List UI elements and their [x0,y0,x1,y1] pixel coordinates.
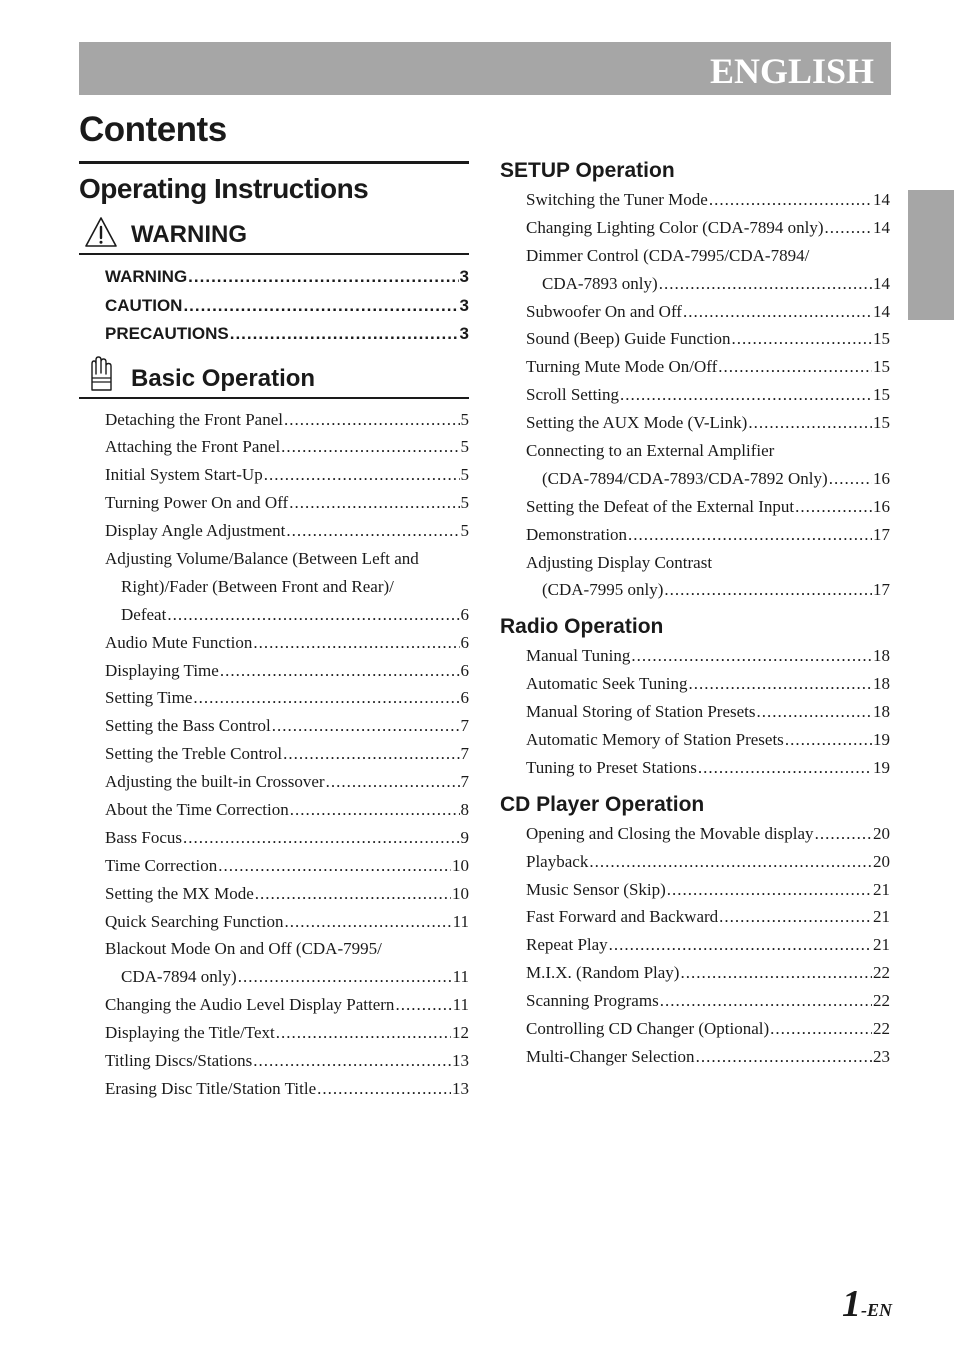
toc-entry-title: Sound (Beep) Guide Function [526,329,731,349]
toc-entry-title: CDA-7894 only) [121,967,237,987]
toc-page-number: 14 [873,301,890,321]
toc-entry-line [500,959,890,987]
section-heading: SETUP Operation [500,159,675,182]
toc-page-number: 7 [460,744,469,764]
dot-leader [317,1075,451,1103]
toc-entry-line [500,186,890,214]
toc-entry-line [79,601,469,629]
toc-entry-line [79,712,469,740]
dot-leader [281,433,459,461]
toc-entry-line [500,670,890,698]
toc-entry-line [500,214,890,242]
toc-page-number: 6 [460,660,469,680]
toc-page-number: 7 [460,772,469,792]
toc-entry-title: Adjusting the built-in Crossover [105,772,325,792]
toc-page-number: 23 [873,1046,890,1066]
toc-entry-title: Demonstration [526,524,628,544]
toc-entry-title: Automatic Seek Tuning [526,674,688,694]
toc-entry-line [79,433,469,461]
toc-entry-line [79,320,469,349]
toc-entry-line [500,521,890,549]
toc-entry-title: Multi-Changer Selection [526,1046,695,1066]
dot-leader [689,670,872,698]
toc-entry-title: Quick Searching Function [105,911,284,931]
section-heading: Radio Operation [500,615,664,639]
dot-leader [680,959,872,987]
toc-entry-title: Adjusting Volume/Balance (Between Left and [105,548,419,568]
toc-entry-title: Turning Power On and Off [105,493,289,513]
dot-leader [785,726,872,754]
dot-leader [238,963,452,991]
toc-entry-title: Setting the Treble Control [105,744,283,764]
toc-entry-line [500,242,890,270]
toc-page-number: 5 [460,465,469,485]
basic-operation-heading-label: Basic Operation [131,364,316,392]
dot-leader [719,903,872,931]
language-banner [79,42,891,95]
toc-page-number: 6 [460,688,469,708]
toc-page-number: 11 [452,911,469,931]
toc-page-number: 7 [460,716,469,736]
toc-entry-title: Connecting to an External Amplifier [526,441,775,461]
toc-page-number: 13 [452,1050,469,1070]
toc-entry-line [500,325,890,353]
dot-leader [255,880,451,908]
toc-page-number: 18 [873,674,890,694]
side-thumb-tab [908,190,954,320]
dot-leader [283,740,459,768]
dot-leader [286,517,459,545]
toc-entry-title: Time Correction [105,855,218,875]
toc-entry-title: Setting the AUX Mode (V-Link) [526,413,748,433]
section-toc-list [500,186,890,604]
toc-page-number: 6 [460,632,469,652]
dot-leader [698,754,872,782]
toc-page-number: 20 [873,823,890,843]
section-toc-list [500,820,890,1071]
page-title: Contents [79,110,227,149]
dot-leader [683,298,872,326]
toc-entry-line [500,298,890,326]
toc-entry-title: PRECAUTIONS [105,324,229,343]
toc-page-number: 14 [873,217,890,237]
toc-page-number: 10 [452,883,469,903]
left-column [79,161,469,1103]
dot-leader [284,406,460,434]
toc-entry-line [79,824,469,852]
dot-leader [188,263,458,292]
toc-entry-title: Erasing Disc Title/Station Title [105,1078,317,1098]
dot-leader [253,629,459,657]
toc-entry-line [79,796,469,824]
toc-entry-title: Initial System Start-Up [105,465,263,485]
dot-leader [193,684,459,712]
toc-entry-title: Playback [526,851,589,871]
toc-page-number: 9 [460,827,469,847]
toc-page-number: 5 [460,409,469,429]
toc-entry-title: Scroll Setting [526,385,620,405]
toc-entry-title: Defeat [121,604,167,624]
toc-entry-title: Opening and Closing the Movable display [526,823,814,843]
toc-page-number: 15 [873,329,890,349]
warning-triangle-icon [79,213,123,253]
toc-entry-title: Switching the Tuner Mode [526,190,708,209]
dot-leader [709,186,872,214]
dot-leader [824,214,872,242]
toc-entry-title: Turning Mute Mode On/Off [526,357,718,377]
toc-entry-line [500,876,890,904]
toc-entry-title: Setting the Bass Control [105,716,271,736]
toc-entry-line [500,1043,890,1071]
dot-leader [272,712,460,740]
toc-entry-line [500,353,890,381]
warning-heading-label: WARNING [131,221,247,248]
section-gap [500,604,890,612]
toc-entry-line [500,987,890,1015]
toc-entry-title: (CDA-7995 only) [542,580,664,600]
toc-entry-line [79,1075,469,1103]
toc-page-number: 18 [873,702,890,722]
toc-entry-title: Subwoofer On and Off [526,301,682,321]
toc-entry-title: CDA-7893 only) [542,273,658,293]
toc-page-number: 16 [873,496,890,516]
toc-entry-title: Changing Lighting Color (CDA-7894 only) [526,217,824,237]
dot-leader [183,824,460,852]
toc-entry-line [500,437,890,465]
toc-entry-title: Right)/Fader (Between Front and Rear)/ [121,576,394,596]
toc-entry-line [79,545,469,573]
toc-entry-line [500,726,890,754]
dot-leader [220,657,460,685]
section-rule [79,161,469,164]
toc-page-number: 17 [873,524,890,544]
dot-leader [718,353,872,381]
section-heading: CD Player Operation [500,792,705,816]
basic-operation-toc-list [79,406,469,1103]
toc-entry-title: Audio Mute Function [105,632,253,652]
toc-page-number: 22 [873,963,890,983]
dot-leader [589,848,872,876]
hand-icon [79,357,123,397]
toc-entry-line [500,270,890,298]
toc-entry-line [79,684,469,712]
toc-entry-line [79,1047,469,1075]
dot-leader [290,796,460,824]
toc-entry-title: CAUTION [105,295,183,315]
dot-leader [609,931,872,959]
toc-page-number: 13 [452,1078,469,1098]
toc-entry-line [500,820,890,848]
dot-leader [230,320,459,349]
toc-entry-title: Adjusting Display Contrast [526,552,713,572]
toc-entry-line [79,935,469,963]
toc-entry-title: Displaying Time [105,660,219,680]
toc-entry-title: Display Angle Adjustment [105,521,286,541]
toc-page-number: 6 [460,604,469,624]
toc-page-number: 19 [873,730,890,750]
toc-page-number: 8 [460,799,469,819]
dot-leader [748,409,872,437]
dot-leader [815,820,872,848]
toc-page-number: 5 [460,437,469,457]
dot-leader [756,698,872,726]
toc-entry-line [79,292,469,321]
dot-leader [631,642,872,670]
toc-entry-line [500,903,890,931]
section-toc-list [500,642,890,781]
folio-number: 1 [842,1283,861,1325]
toc-page-number: 3 [459,267,469,286]
dot-leader [395,991,451,1019]
dot-leader [326,768,460,796]
dot-leader [167,601,459,629]
toc-entry-title: Setting the Defeat of the External Input [526,496,795,516]
toc-entry-line [79,263,469,292]
dot-leader [660,987,872,1015]
dot-leader [284,908,451,936]
toc-page-number: 3 [459,295,469,315]
toc-page-number: 14 [873,190,890,209]
toc-page-number: 5 [460,493,469,513]
toc-entry-line [79,489,469,517]
toc-entry-title: Repeat Play [526,935,608,955]
page-folio [842,1282,892,1326]
dot-leader [183,292,458,321]
toc-page-number: 19 [873,757,890,777]
dot-leader [289,489,459,517]
toc-page-number: 11 [452,967,469,987]
toc-entry-line [79,908,469,936]
toc-entry-line [79,852,469,880]
toc-entry-line [500,409,890,437]
dot-leader [696,1043,872,1071]
toc-entry-line [79,573,469,601]
toc-entry-title: Setting the MX Mode [105,883,254,903]
toc-entry-line [500,698,890,726]
toc-entry-line [500,493,890,521]
toc-page-number: 15 [873,357,890,377]
toc-page-number: 21 [873,907,890,927]
toc-entry-line [79,629,469,657]
toc-page-number: 3 [459,324,469,343]
toc-entry-line [79,517,469,545]
toc-entry-title: Dimmer Control (CDA-7995/CDA-7894/ [526,245,810,265]
toc-entry-title: WARNING [105,267,188,286]
toc-page-number: 17 [873,580,890,600]
toc-entry-title: Manual Storing of Station Presets [526,702,756,722]
toc-page-number: 22 [873,1019,890,1039]
toc-entry-title: Fast Forward and Backward [526,907,719,927]
toc-entry-title: Tuning to Preset Stations [526,757,697,777]
toc-entry-title: Detaching the Front Panel [105,409,283,429]
toc-page-number: 15 [873,385,890,405]
toc-entry-line [500,549,890,577]
toc-page-number: 18 [873,646,890,666]
warning-heading [79,207,469,255]
dot-leader [664,576,872,604]
toc-page-number: 20 [873,851,890,871]
dot-leader [218,852,451,880]
dot-leader [628,521,872,549]
dot-leader [253,1047,451,1075]
toc-entry-line [500,465,890,493]
dot-leader [731,325,872,353]
toc-entry-line [79,657,469,685]
dot-leader [795,493,872,521]
toc-entry-line [79,880,469,908]
section-title: Operating Instructions [79,173,369,204]
toc-entry-title: Music Sensor (Skip) [526,879,666,899]
toc-entry-title: About the Time Correction [105,799,289,819]
toc-entry-title: M.I.X. (Random Play) [526,963,680,983]
toc-page-number: 14 [873,273,890,293]
toc-entry-title: (CDA-7894/CDA-7893/CDA-7892 Only) [542,468,828,488]
dot-leader [276,1019,451,1047]
toc-entry-title: Bass Focus [105,827,182,847]
warning-toc-list [79,263,469,349]
right-column [500,156,890,1071]
toc-page-number: 21 [873,879,890,899]
toc-entry-line [500,381,890,409]
section-gap [500,782,890,790]
toc-page-number: 5 [460,521,469,541]
toc-entry-title: Automatic Memory of Station Presets [526,730,784,750]
toc-page-number: 22 [873,991,890,1011]
toc-page-number: 15 [873,413,890,433]
toc-entry-line [79,768,469,796]
toc-page-number: 11 [452,995,469,1015]
dot-leader [667,876,872,904]
toc-entry-line [79,963,469,991]
toc-entry-line [500,848,890,876]
toc-entry-line [500,931,890,959]
toc-entry-line [79,740,469,768]
toc-entry-line [500,1015,890,1043]
toc-entry-title: Scanning Programs [526,991,659,1011]
toc-entry-line [79,1019,469,1047]
language-label: ENGLISH [709,51,874,91]
dot-leader [829,465,872,493]
toc-entry-line [500,754,890,782]
toc-entry-title: Attaching the Front Panel [105,437,281,457]
toc-entry-title: Setting Time [105,688,193,708]
toc-entry-line [79,991,469,1019]
toc-entry-line [500,642,890,670]
toc-entry-line [79,406,469,434]
dot-leader [620,381,872,409]
toc-page-number: 21 [873,935,890,955]
toc-entry-title: Controlling CD Changer (Optional) [526,1019,770,1039]
toc-entry-line [500,576,890,604]
toc-page-number: 16 [873,468,890,488]
folio-suffix: -EN [861,1300,892,1320]
dot-leader [659,270,872,298]
toc-entry-title: Blackout Mode On and Off (CDA-7995/ [105,939,382,959]
toc-entry-title: Displaying the Title/Text [105,1023,275,1043]
toc-entry-title: Titling Discs/Stations [105,1050,253,1070]
toc-entry-title: Manual Tuning [526,646,631,666]
toc-entry-title: Changing the Audio Level Display Pattern [105,995,395,1015]
toc-entry-line [79,461,469,489]
dot-leader [770,1015,872,1043]
dot-leader [264,461,460,489]
basic-operation-heading [79,351,469,399]
toc-page-number: 10 [452,855,469,875]
toc-page-number: 12 [452,1023,469,1043]
